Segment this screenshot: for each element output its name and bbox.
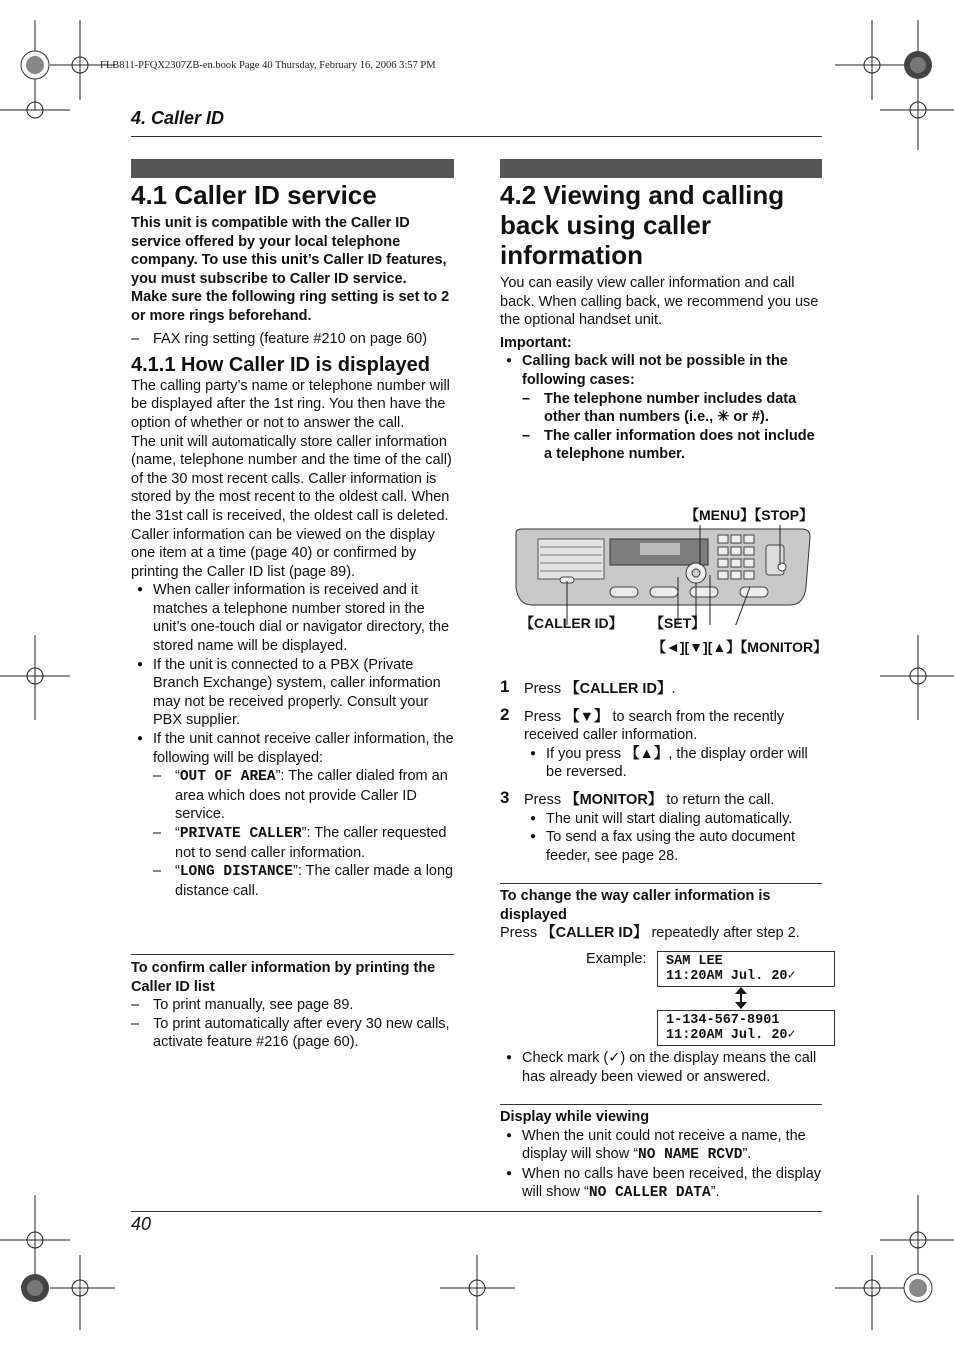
left-title: 4.1 Caller ID service	[131, 180, 377, 210]
right-intro: You can easily view caller information and call back. When calling back, we recommend you use the optional handset unit.	[500, 275, 819, 329]
lcd-2-line-2: 11:20AM Jul. 20✓	[666, 1028, 796, 1043]
confirm-dash-1: – To print manually, see page 89.	[131, 996, 454, 1015]
footer-rule	[131, 1211, 822, 1212]
check-note	[500, 1049, 822, 1086]
steps	[500, 677, 822, 865]
running-head: 4. Caller ID	[131, 108, 225, 128]
display-heading: Display while viewing	[500, 1109, 650, 1125]
print-line: FLB811-PFQX2307ZB-en.book Page 40 Thursday, February 16, 2006 3:57 PM	[100, 60, 436, 71]
label-arrows-monitor: 【◄][▼][▲】【MONITOR】	[652, 639, 828, 655]
left-subtitle: 4.1.1 How Caller ID is displayed	[131, 354, 431, 377]
change-text: Press 【CALLER ID】 repeatedly after step 2.	[500, 925, 800, 942]
right-title: 4.2 Viewing and calling back using caller information	[500, 180, 785, 270]
confirm-dash-2: – To print automatically after every 30 new calls, activate feature #216 (page 60).	[131, 1015, 454, 1052]
display-bullet-1: ● When the unit could not receive a name, the display will show “NO NAME RCVD”.	[500, 1127, 822, 1165]
lcd-example-1	[657, 951, 835, 987]
label-caller-id: 【CALLER ID】	[520, 615, 623, 631]
msg-out-of-area: – “OUT OF AREA”: The caller dialed from an area which does not provide Caller ID service.	[153, 767, 454, 824]
step-3-bullet-1: ● The unit will start dialing automatically.	[524, 810, 822, 829]
msg-long-distance: – “LONG DISTANCE”: The caller made a long distance call.	[153, 862, 454, 900]
left-body-3: Caller information can be viewed on the display one item at a time (page 40) or confirmed by printing the Caller ID list (page 89).	[131, 526, 435, 580]
step-1: 1 Press 【CALLER ID】.	[500, 677, 676, 697]
left-bullet-1: ● When caller information is received and it matches a telephone number stored in the unit’s one-touch dial or navigator directory, the stored name will be displayed.	[131, 581, 454, 655]
lcd-2-line-1: 1-134-567-8901	[666, 1013, 780, 1028]
important-bullet: ● Calling back will not be possible in the following cases:	[500, 352, 822, 389]
right-title-bar	[500, 159, 822, 178]
confirm-heading: To confirm caller information by printing the Caller ID list	[131, 960, 436, 995]
left-title-bar	[131, 159, 454, 178]
confirm-section	[131, 959, 454, 1052]
left-intro-dash: – FAX ring setting (feature #210 on page 60)	[131, 330, 454, 349]
step-3: 3 Press 【MONITOR】 to return the call. ● The unit will start dialing automatically. ● To send a fax using the auto document feeder, see page 28.	[500, 791, 822, 865]
label-menu-stop: 【MENU】【STOP】	[685, 507, 814, 523]
left-body-2: The unit will automatically store caller information (name, telephone number and the time of the call) of the 30 most recent calls. Caller information is stored by the most recent to the oldest call. When the 31st call is received, the oldest call is deleted.	[131, 433, 452, 524]
display-bullet-2: ● When no calls have been received, the display will show “NO CALLER DATA”.	[500, 1165, 822, 1203]
left-bullet-3: ● If the unit cannot receive caller information, the following will be displayed:	[131, 730, 454, 767]
display-rule	[500, 1104, 822, 1105]
double-arrow-icon	[733, 987, 749, 1009]
left-section-rule	[131, 954, 454, 955]
change-heading: To change the way caller information is displayed	[500, 888, 771, 923]
important-label: Important:	[500, 334, 572, 351]
important-dash-2: – The caller information does not include a telephone number.	[522, 427, 822, 464]
check-bullet: ● Check mark (✓) on the display means the call has already been viewed or answered.	[500, 1049, 822, 1086]
lcd-1-line-1: SAM LEE	[666, 954, 723, 969]
important-dash-1: – The telephone number includes data other than numbers (i.e., ✳ or #).	[522, 390, 822, 427]
left-bullet-2: ● If the unit is connected to a PBX (Private Branch Exchange) system, caller information may not be received properly. Consult your PBX supplier.	[131, 656, 454, 730]
header-rule	[131, 136, 822, 137]
change-section	[500, 887, 822, 943]
step-2: 2 Press 【▼】 to search from the recently received caller information. ● If you press 【▲】, the display order will be reversed.	[500, 708, 822, 782]
change-rule	[500, 883, 822, 884]
msg-private-caller: – “PRIVATE CALLER”: The caller requested not to send caller information.	[153, 824, 454, 862]
fax-panel-illustration	[510, 525, 812, 625]
step-3-bullet-2: ● To send a fax using the auto document feeder, see page 28.	[524, 828, 822, 865]
left-intro-2: Make sure the following ring setting is set to 2 or more rings beforehand.	[131, 289, 450, 324]
lcd-1-line-2: 11:20AM Jul. 20✓	[666, 969, 796, 984]
left-body-1: The calling party’s name or telephone number will be displayed after the 1st ring. You then have the option of whether or not to answer the call.	[131, 377, 450, 431]
left-intro-1: This unit is compatible with the Caller ID service offered by your local telephone company. To use this unit’s Caller ID features, you must subscribe to Caller ID service.	[131, 215, 447, 287]
step-2-bullet: ● If you press 【▲】, the display order will be reversed.	[524, 745, 822, 782]
display-section	[500, 1108, 822, 1203]
page-number: 40	[131, 1214, 152, 1234]
example-label: Example:	[586, 951, 647, 967]
lcd-example-2	[657, 1010, 835, 1046]
right-column	[500, 180, 822, 464]
left-column	[131, 180, 454, 900]
label-set: 【SET】	[650, 615, 706, 631]
